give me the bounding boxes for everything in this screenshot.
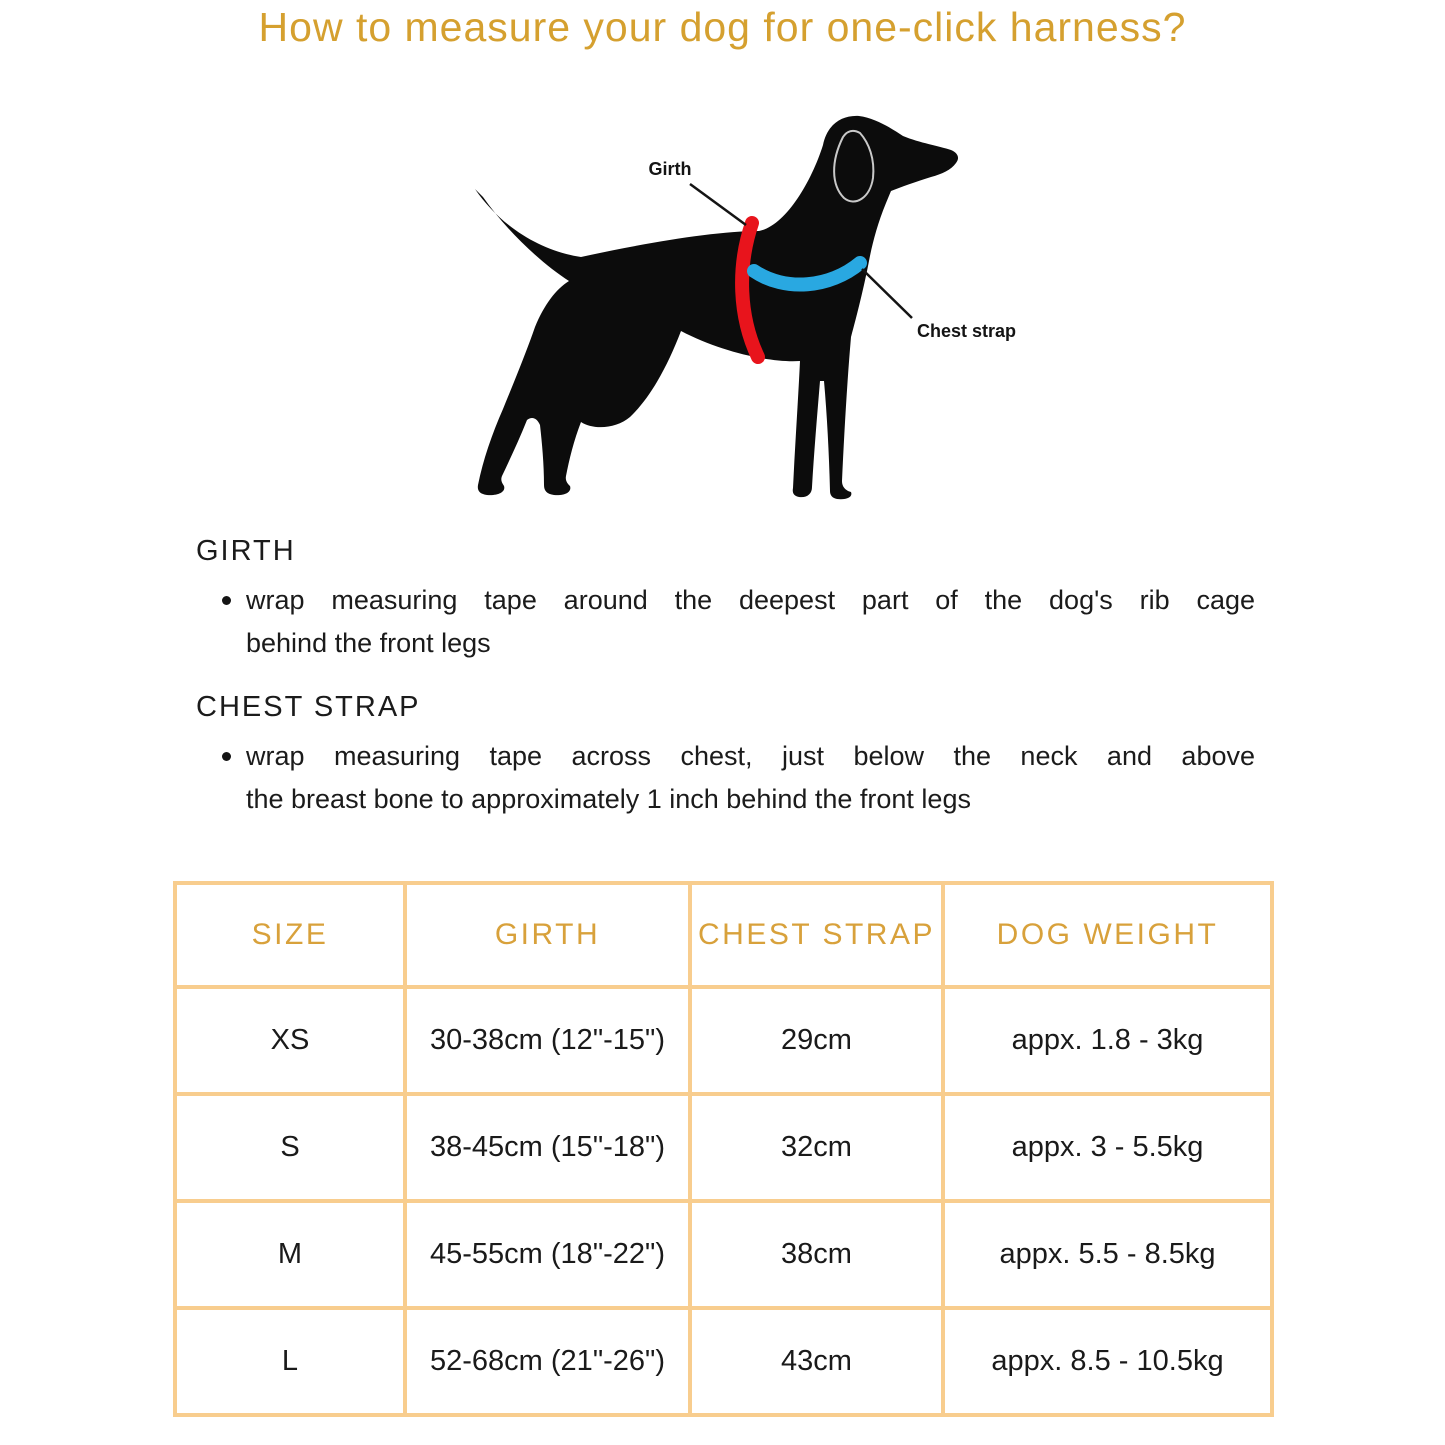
measuring-instructions xyxy=(196,535,1255,821)
table-cell: 38-45cm (15"-18") xyxy=(405,1094,690,1201)
chest-strap-bullet-line1: wrap measuring tape across chest, just below the neck and above xyxy=(246,741,1255,771)
table-cell: appx. 3 - 5.5kg xyxy=(943,1094,1272,1201)
table-cell: S xyxy=(175,1094,405,1201)
page-title: How to measure your dog for one-click harness? xyxy=(258,4,1187,50)
table-cell: 45-55cm (18"-22") xyxy=(405,1201,690,1308)
chest-strap-section xyxy=(196,691,1255,821)
table-cell: 52-68cm (21"-26") xyxy=(405,1308,690,1415)
table-cell: appx. 5.5 - 8.5kg xyxy=(943,1201,1272,1308)
table-cell: M xyxy=(175,1201,405,1308)
col-header-girth: GIRTH xyxy=(405,883,690,987)
bullet-dot-icon xyxy=(222,596,231,605)
girth-bullet-item xyxy=(196,579,1255,665)
chest-strap-bullet-text xyxy=(246,735,1255,821)
table-cell: 32cm xyxy=(690,1094,943,1201)
dog-silhouette xyxy=(475,116,958,499)
girth-section-heading: GIRTH xyxy=(196,535,296,567)
girth-label: Girth xyxy=(648,159,691,179)
size-table-header xyxy=(175,883,1272,987)
table-header-row xyxy=(175,883,1272,987)
table-cell: XS xyxy=(175,987,405,1094)
table-cell: 43cm xyxy=(690,1308,943,1415)
girth-section xyxy=(196,535,1255,665)
chest-strap-bullet-line2: the breast bone to approximately 1 inch behind the front legs xyxy=(246,784,971,814)
table-cell: appx. 1.8 - 3kg xyxy=(943,987,1272,1094)
col-header-chest: CHEST STRAP xyxy=(690,883,943,987)
table-cell: 29cm xyxy=(690,987,943,1094)
chest-strap-label: Chest strap xyxy=(916,321,1016,341)
size-table-body xyxy=(175,987,1272,1415)
table-cell: appx. 8.5 - 10.5kg xyxy=(943,1308,1272,1415)
chest-strap-section-heading: CHEST STRAP xyxy=(196,691,421,723)
dog-measurement-diagram xyxy=(423,85,1023,515)
girth-pointer-line xyxy=(690,184,746,225)
harness-size-table xyxy=(173,881,1274,1417)
table-row-s xyxy=(175,1094,1272,1201)
col-header-weight: DOG WEIGHT xyxy=(943,883,1272,987)
table-row-l xyxy=(175,1308,1272,1415)
table-row-xs xyxy=(175,987,1272,1094)
girth-bullet-text xyxy=(246,579,1255,665)
col-header-size: SIZE xyxy=(175,883,405,987)
girth-bullet-line1: wrap measuring tape around the deepest part of the dog's rib cage xyxy=(246,585,1255,615)
bullet-dot-icon xyxy=(222,752,231,761)
girth-bullet-line2: behind the front legs xyxy=(246,628,491,658)
table-cell: 38cm xyxy=(690,1201,943,1308)
dog-diagram-svg xyxy=(423,85,1023,515)
table-cell: 30-38cm (12"-15") xyxy=(405,987,690,1094)
chest-strap-pointer-line xyxy=(862,269,912,318)
table-cell: L xyxy=(175,1308,405,1415)
chest-strap-bullet-item xyxy=(196,735,1255,821)
table-row-m xyxy=(175,1201,1272,1308)
